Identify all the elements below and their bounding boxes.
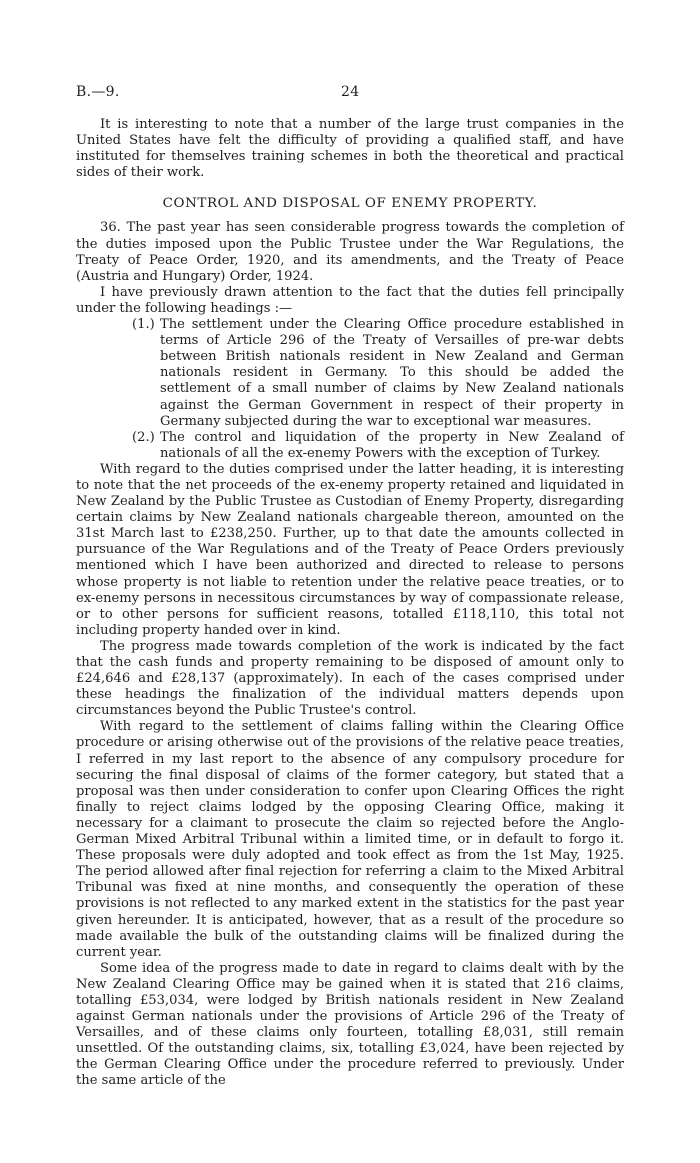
paragraph-training-schemes: It is interesting to note that a number of the large trust companies in the United States have felt the difficulty of providing a qualified staff, and have instituted for themselves training schemes in both the theoretical and practical sides of their work. — [76, 117, 624, 181]
document-reference: B.—9. — [76, 84, 120, 100]
paragraph-progress: The progress made towards completion of the work is indicated by the fact that the cash funds and property remaining to be disposed of amount only to £24,646 and £28,137 (approximately). In each of the cases comprised under these headings the finalization of the individual matters depends upon circumstances beyond the Public Trustee's control. — [76, 638, 624, 719]
list-item-2 — [76, 430, 624, 462]
list-item-1-label: (1.) — [132, 317, 155, 333]
paragraph-headings-intro: I have previously drawn attention to the fact that the duties fell principally under the following headings :— — [76, 284, 624, 316]
paragraph-net-proceeds: With regard to the duties comprised under the latter heading, it is interesting to note that the net proceeds of the ex-enemy property retained and liquidated in New Zealand by the Public Trustee as Custodian of Enemy Property, disregarding certain claims by New Zealand nationals chargeable thereon, amounted on the 31st March last to £238,250. Further, up to that date the amounts collected in pursuance of the War Regulations and of the Treaty of Peace Orders previously mentioned which I have been authorized and directed to release to persons whose property is not liable to retention under the relative peace treaties, or to ex-enemy persons in necessitous circumstances by way of compassionate release, or to other persons for sufficient reasons, totalled £118,110, this total not including property handed over in kind. — [76, 461, 624, 638]
list-item-1 — [76, 317, 624, 430]
list-item-2-label: (2.) — [132, 429, 155, 445]
paragraph-claims-statistics: Some idea of the progress made to date in regard to claims dealt with by the New Zealand Clearing Office may be gained when it is stated that 216 claims, totalling £53,034, were lodged by British nationals resident in New Zealand against German nationals under the provisions of Article 296 of the Treaty of Versailles, and of these claims only fourteen, totalling £8,031, still remain unsettled. Of the outstanding claims, six, totalling £3,024, have been rejected by the German Clearing Office under the procedure referred to previously. Under the same article of the — [76, 960, 624, 1089]
page-number: 24 — [341, 84, 360, 100]
section-heading: CONTROL AND DISPOSAL OF ENEMY PROPERTY. — [162, 196, 538, 212]
list-item-2-text: The control and liquidation of the property in New Zealand of nationals of all the ex-enemy Powers with the exception of Turkey. — [160, 429, 624, 461]
list-item-1-text: The settlement under the Clearing Office procedure established in terms of Article 296 of the Treaty of Versailles of pre-war debts between British nationals resident in New Zealand and German nationals resident in Germany. To this should be added the settlement of a small number of claims by New Zealand nationals against the German Government in respect of their property in Germany subjected during the war to exceptional war measures. — [160, 317, 624, 429]
paragraph-36: 36. The past year has seen considerable progress towards the completion of the duties imposed upon the Public Trustee under the War Regulations, the Treaty of Peace Order, 1920, and its amendments, and the Treaty of Peace (Austria and Hungary) Order, 1924. — [76, 220, 624, 284]
document-body — [76, 117, 624, 1090]
paragraph-clearing-office: With regard to the settlement of claims falling within the Clearing Office procedure or arising otherwise out of the provisions of the relative peace treaties, I referred in my last report to the absence of any compulsory procedure for securing the final disposal of claims of the former category, but stated that a proposal was then under consideration to confer upon Clearing Offices the right finally to reject claims lodged by the opposing Clearing Office, making it necessary for a claimant to prosecute the claim so rejected before the Anglo-German Mixed Arbitral Tribunal within a limited time, or in default to forgo it. These proposals were duly adopted and took effect as from the 1st May, 1925. The period allowed after final rejection for referring a claim to the Mixed Arbitral Tribunal was fixed at nine months, and consequently the operation of these provisions is not reflected to any marked extent in the statistics for the past year given hereunder. It is anticipated, however, that as a result of the procedure so made available the bulk of the outstanding claims will be finalized during the current year. — [76, 719, 624, 960]
